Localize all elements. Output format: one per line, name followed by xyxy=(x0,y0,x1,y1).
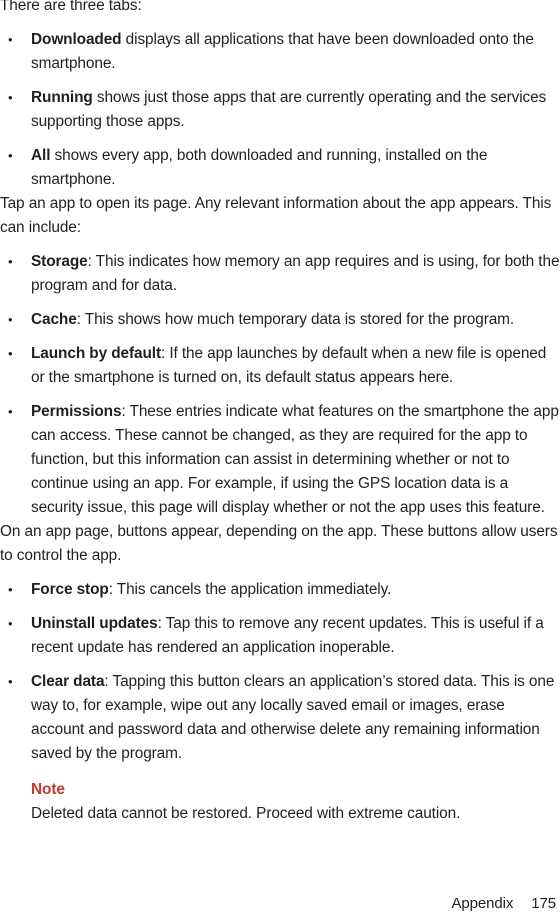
list-item xyxy=(0,28,560,76)
list-item xyxy=(0,670,560,766)
term-uninstall-updates: Uninstall updates xyxy=(31,615,158,632)
term-description: shows just those apps that are currently operating and the services supporting those apps. xyxy=(31,89,547,130)
list-item xyxy=(0,308,560,332)
term-description: shows every app, both downloaded and running, installed on the smartphone. xyxy=(31,147,488,188)
note-box xyxy=(31,778,560,826)
tabs-list xyxy=(0,28,560,192)
list-item xyxy=(0,612,560,660)
list-item xyxy=(0,400,560,520)
term-force-stop: Force stop xyxy=(31,581,109,598)
term-description: : This shows how much temporary data is stored for the program. xyxy=(76,311,515,328)
term-clear-data: Clear data xyxy=(31,673,105,690)
app-info-list xyxy=(0,250,560,520)
term-description: : If the app launches by default when a new file is opened or the smartphone is turned on, its default status appears here. xyxy=(31,345,547,386)
term-description: : Tap this to remove any recent updates. This is useful if a recent update has rendered an application inoperable. xyxy=(31,615,544,656)
buttons-intro: On an app page, buttons appear, depending on the app. These buttons allow users to control the app. xyxy=(0,523,558,564)
footer-section-label: Appendix xyxy=(451,895,514,912)
term-running: Running xyxy=(31,89,93,106)
list-item xyxy=(0,144,560,192)
term-description: displays all applications that have been downloaded onto the smartphone. xyxy=(31,31,534,72)
page-footer xyxy=(452,892,556,916)
buttons-list xyxy=(0,578,560,766)
list-item xyxy=(0,86,560,134)
term-description: : This indicates how memory an app requires and is using, for both the program and for data. xyxy=(31,253,560,294)
app-page-intro: Tap an app to open its page. Any relevant information about the app appears. This can include: xyxy=(0,195,552,236)
page-number: 175 xyxy=(531,895,556,912)
term-all: All xyxy=(31,147,51,164)
list-item xyxy=(0,342,560,390)
term-description: : These entries indicate what features on the smartphone the app can access. These cannot be changed, as they are required for the app to function, but this information can assist in determining whether or not to continue using an app. For example, if using the GPS location data is a security issue, this page will display whether or not the app uses this feature. xyxy=(31,403,559,516)
term-description: : This cancels the application immediately. xyxy=(108,581,392,598)
term-launch-by-default: Launch by default xyxy=(31,345,161,362)
term-description: : Tapping this button clears an application’s stored data. This is one way to, for example, wipe out any locally saved email or images, erase account and password data and otherwise delete any remaining information saved by the program. xyxy=(31,673,555,762)
term-downloaded: Downloaded xyxy=(31,31,122,48)
term-cache: Cache xyxy=(31,311,77,328)
list-item xyxy=(0,250,560,298)
note-title: Note xyxy=(31,781,65,798)
list-item xyxy=(0,578,560,602)
term-permissions: Permissions xyxy=(31,403,122,420)
note-text: Deleted data cannot be restored. Proceed with extreme caution. xyxy=(31,805,461,822)
term-storage: Storage xyxy=(31,253,88,270)
tabs-intro: There are three tabs: xyxy=(0,0,142,14)
